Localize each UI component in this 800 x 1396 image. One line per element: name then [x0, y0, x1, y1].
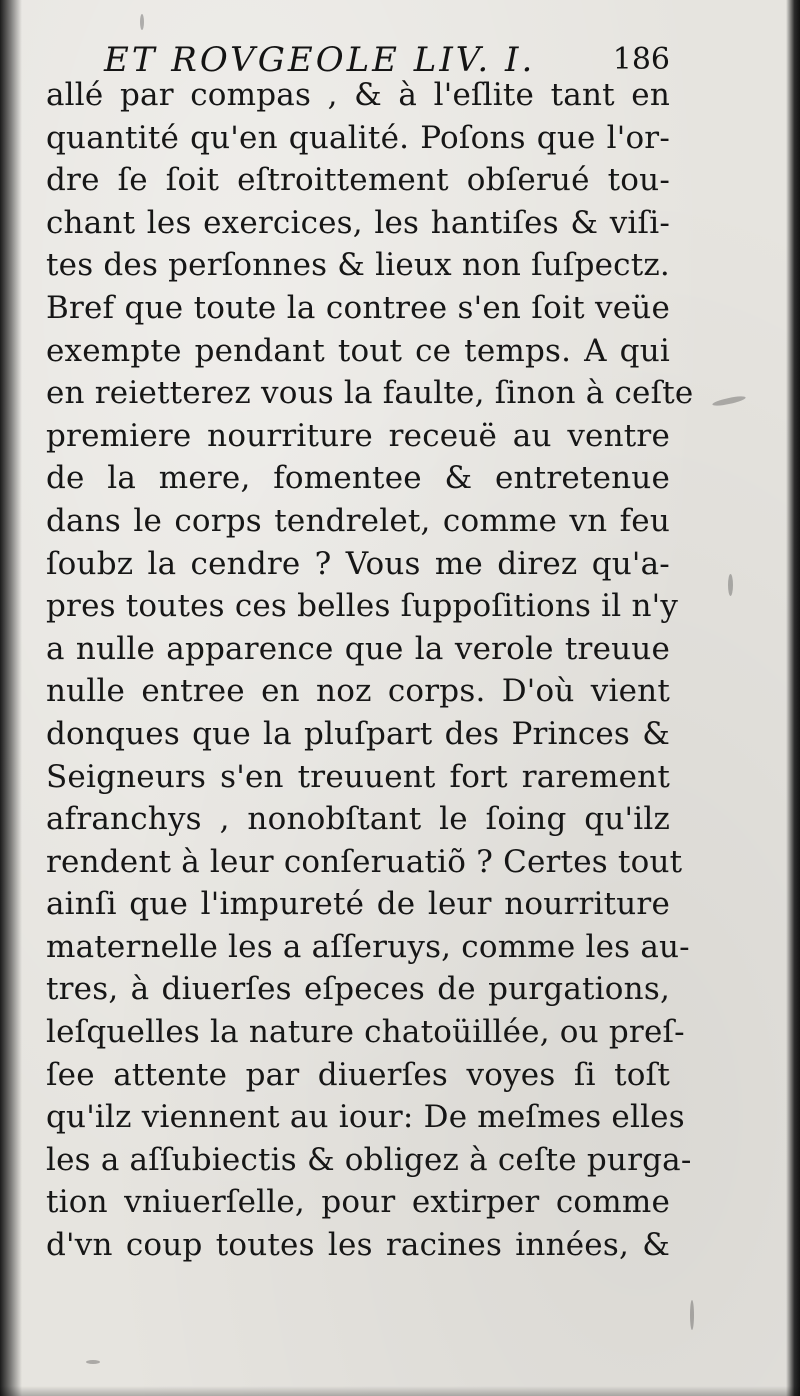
text-line: de la mere, fomentee & entretenue	[46, 460, 670, 497]
text-line: dans le corps tendrelet, comme vn feu	[46, 502, 670, 539]
paper-fleck	[140, 14, 144, 30]
paper-fleck	[690, 1300, 694, 1330]
text-line: leſquelles la nature chatoüillée, ou preſ-	[46, 1014, 685, 1051]
paper-fleck	[728, 574, 733, 596]
text-line: afranchys , nonobſtant le ſoing qu'ilz	[46, 801, 670, 838]
text-line: qu'ilz viennent au iour: De meſmes elles	[46, 1099, 685, 1136]
running-title: ET ROVGEOLE LIV. I.	[104, 40, 536, 80]
text-line: maternelle les a aſſeruys, comme les au-	[46, 928, 690, 965]
body-text	[46, 74, 694, 1267]
text-line: exempte pendant tout ce temps. A qui	[46, 332, 670, 369]
page-number: 186	[612, 42, 670, 77]
text-line: nulle entree en noz corps. D'où vient	[46, 673, 670, 710]
text-line: premiere nourriture receuë au ventre	[46, 417, 670, 454]
text-line: tion vniuerſelle, pour extirper comme	[46, 1184, 670, 1221]
text-line: pres toutes ces belles ſuppoſitions il n'y	[46, 588, 679, 625]
paper-fleck	[712, 395, 747, 408]
text-line: a nulle apparence que la verole treuue	[46, 630, 670, 667]
text-line: allé par compas , & à l'eſlite tant en	[46, 77, 670, 113]
text-line: les a aſſubiectis & obligez à ceſte purga-	[46, 1141, 692, 1178]
text-line: quantité qu'en qualité. Poſons que l'or-	[46, 119, 670, 156]
binding-shadow	[0, 0, 22, 1396]
page-edge	[786, 0, 800, 1396]
text-line: rendent à leur conſeruatiõ ? Certes tout	[46, 843, 683, 880]
page-bottom-edge	[0, 1386, 800, 1396]
text-line: dre ſe ſoit eſtroittement obſerué tou-	[46, 162, 670, 199]
text-line: ainſi que l'impureté de leur nourriture	[46, 886, 670, 923]
text-line: Seigneurs s'en treuuent fort rarement	[46, 758, 670, 795]
text-line: chant les exercices, les hantiſes & viſi-	[46, 204, 670, 241]
paper-fleck	[86, 1360, 100, 1364]
text-line: ſoubz la cendre ? Vous me direz qu'a-	[46, 545, 670, 582]
text-line: Bref que toute la contree s'en ſoit veüe	[46, 289, 670, 326]
text-line: en reietterez vous la faulte, ſinon à ceſte	[46, 375, 694, 412]
text-line: ſee attente par diuerſes voyes ſi toſt	[46, 1056, 670, 1093]
text-line: donques que la pluſpart des Princes &	[46, 715, 670, 752]
text-line: tes des perſonnes & lieux non ſuſpectz.	[46, 247, 670, 284]
text-line: tres, à diuerſes eſpeces de purgations,	[46, 971, 670, 1008]
text-line: d'vn coup toutes les racines innées, &	[46, 1227, 670, 1264]
